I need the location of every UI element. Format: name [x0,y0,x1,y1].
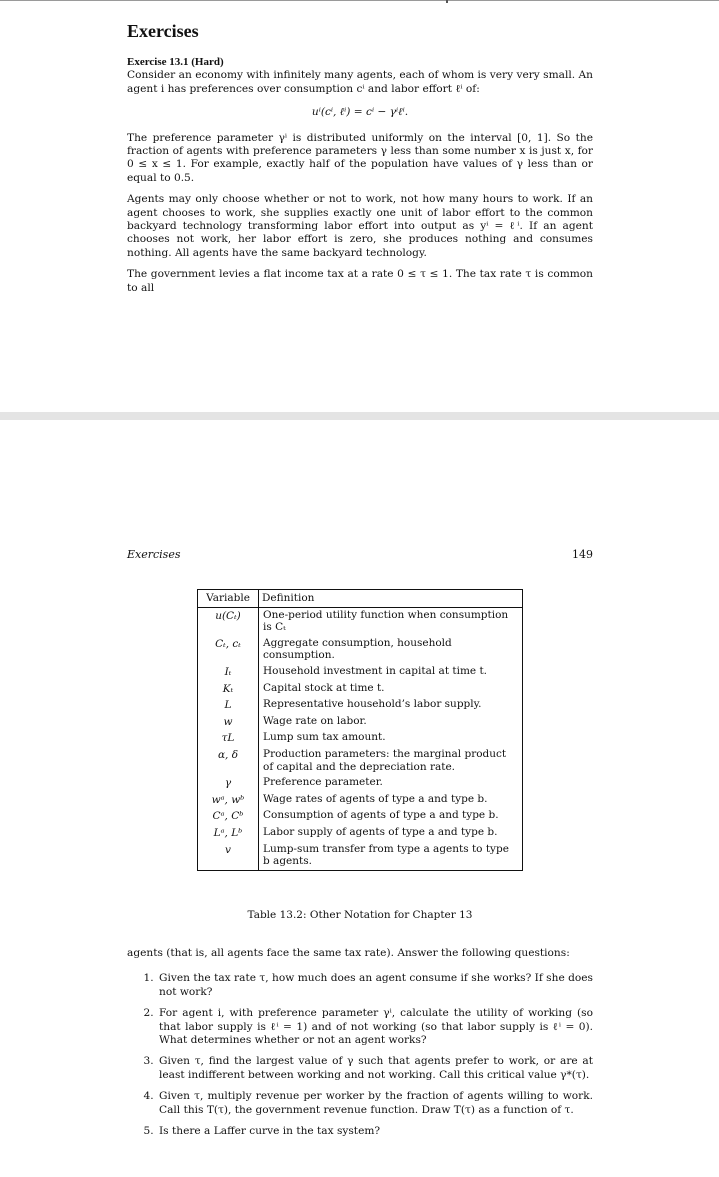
table-cell-definition: Lump sum tax amount. [263,731,386,744]
page-2-content [127,947,593,1146]
table-cell-definition: Consumption of agents of type a and type b. [263,809,499,822]
list-item: 1. Given the tax rate τ, how much does an agent consume if she works? If she does not work? [157,972,593,999]
table-row [198,792,523,809]
paragraph-tax: The government levies a flat income tax at a rate 0 ≤ τ ≤ 1. The tax rate τ is common to all [127,268,593,294]
table-row [198,681,523,698]
table-row [198,664,523,681]
table-cell-variable: Kₜ [198,681,259,698]
list-item: 5. Is there a Laffer curve in the tax system? [157,1125,593,1138]
table-row [198,747,523,775]
header-variable: Variable [198,590,259,608]
table-cell-variable: u(Cₜ) [198,607,259,636]
table-cell-variable: Cₜ, cₜ [198,636,259,664]
table-cell-variable: w [198,714,259,731]
table-cell-definition: Aggregate consumption, household consumption. [263,636,452,662]
exercise-intro: Consider an economy with infinitely many agents, each of whom is very very small. An agent i has preferences over consumption cⁱ and labor effort ℓⁱ of: [127,69,593,95]
running-head: Exercises [127,548,181,561]
table-cell-variable: wᵃ, wᵇ [198,792,259,809]
notation-table [197,589,523,871]
page-separator [0,412,719,420]
page-number: 149 [572,548,593,561]
exercise-title: Exercise 13.1 (Hard) [127,56,224,68]
section-title: Exercises [127,21,199,41]
top-tick-mark [446,0,448,3]
table-row [198,636,523,664]
table-cell-definition: Household investment in capital at time t. [263,664,488,677]
table-cell-variable: v [198,842,259,871]
table-cell-definition: Labor supply of agents of type a and type b. [263,825,498,838]
table-header-row [198,590,523,608]
continuation-text: agents (that is, all agents face the same tax rate). Answer the following questions: [127,947,570,959]
utility-equation: uⁱ(cⁱ, ℓⁱ) = cⁱ − γⁱℓⁱ. [311,106,409,119]
table-row [198,730,523,747]
table-cell-variable: Lᵃ, Lᵇ [198,825,259,842]
list-item: 3. Given τ, find the largest value of γ such that agents prefer to work, or are at least indifferent between working and not working. Call this critical value γ*(τ). [157,1055,593,1082]
table-cell-definition: One-period utility function when consumption is Cₜ [263,608,509,634]
table-cell-definition: Representative household’s labor supply. [263,698,482,711]
table-cell-definition: Lump-sum transfer from type a agents to type b agents. [263,842,509,868]
table-cell-variable: τL [198,730,259,747]
table-row [198,714,523,731]
header-definition: Definition [259,590,523,608]
table-cell-definition: Wage rates of agents of type a and type b. [263,792,488,805]
table-row [198,607,523,636]
page-1-content [127,20,593,303]
table-cell-definition: Production parameters: the marginal product of capital and the depreciation rate. [263,747,507,773]
paragraph-distribution: The preference parameter γⁱ is distributed uniformly on the interval [0, 1]. So the fraction of agents with preference parameters γ less than some number x is just x, for 0 ≤ x ≤ 1. For example, exactly half of the population have values of γ less than or equal to 0.5. [127,131,593,184]
table-cell-variable: L [198,697,259,714]
table-row [198,842,523,871]
table-row [198,825,523,842]
list-item: 2. For agent i, with preference parameter γⁱ, calculate the utility of working (so that labor supply is ℓⁱ = 1) and of not working (so that labor supply is ℓⁱ = 0). What determines whether or not an agent works? [157,1007,593,1047]
question-list [127,972,593,1138]
table-cell-definition: Preference parameter. [263,776,383,789]
table-cell-variable: α, δ [198,747,259,775]
table-caption: Table 13.2: Other Notation for Chapter 13 [247,909,473,921]
table-cell-definition: Capital stock at time t. [263,681,385,694]
paragraph-work-choice: Agents may only choose whether or not to work, not how many hours to work. If an agent chooses to work, she supplies exactly one unit of labor effort to the common backyard technology transforming labor effort into output as yⁱ = ℓⁱ. If an agent chooses not work, her labor effort is zero, she produces nothing and consumes nothing. All agents have the same backyard technology. [127,193,593,259]
table-row [198,697,523,714]
table-cell-definition: Wage rate on labor. [263,714,367,727]
table-cell-variable: γ [198,775,259,792]
table-cell-variable: Cᵃ, Cᵇ [198,808,259,825]
table-row [198,808,523,825]
table-cell-variable: Iₜ [198,664,259,681]
table-body [198,607,523,870]
list-item: 4. Given τ, multiply revenue per worker by the fraction of agents willing to work. Call this T(τ), the government revenue function. Draw T(τ) as a function of τ. [157,1090,593,1117]
table-row [198,775,523,792]
top-border [0,0,719,1]
